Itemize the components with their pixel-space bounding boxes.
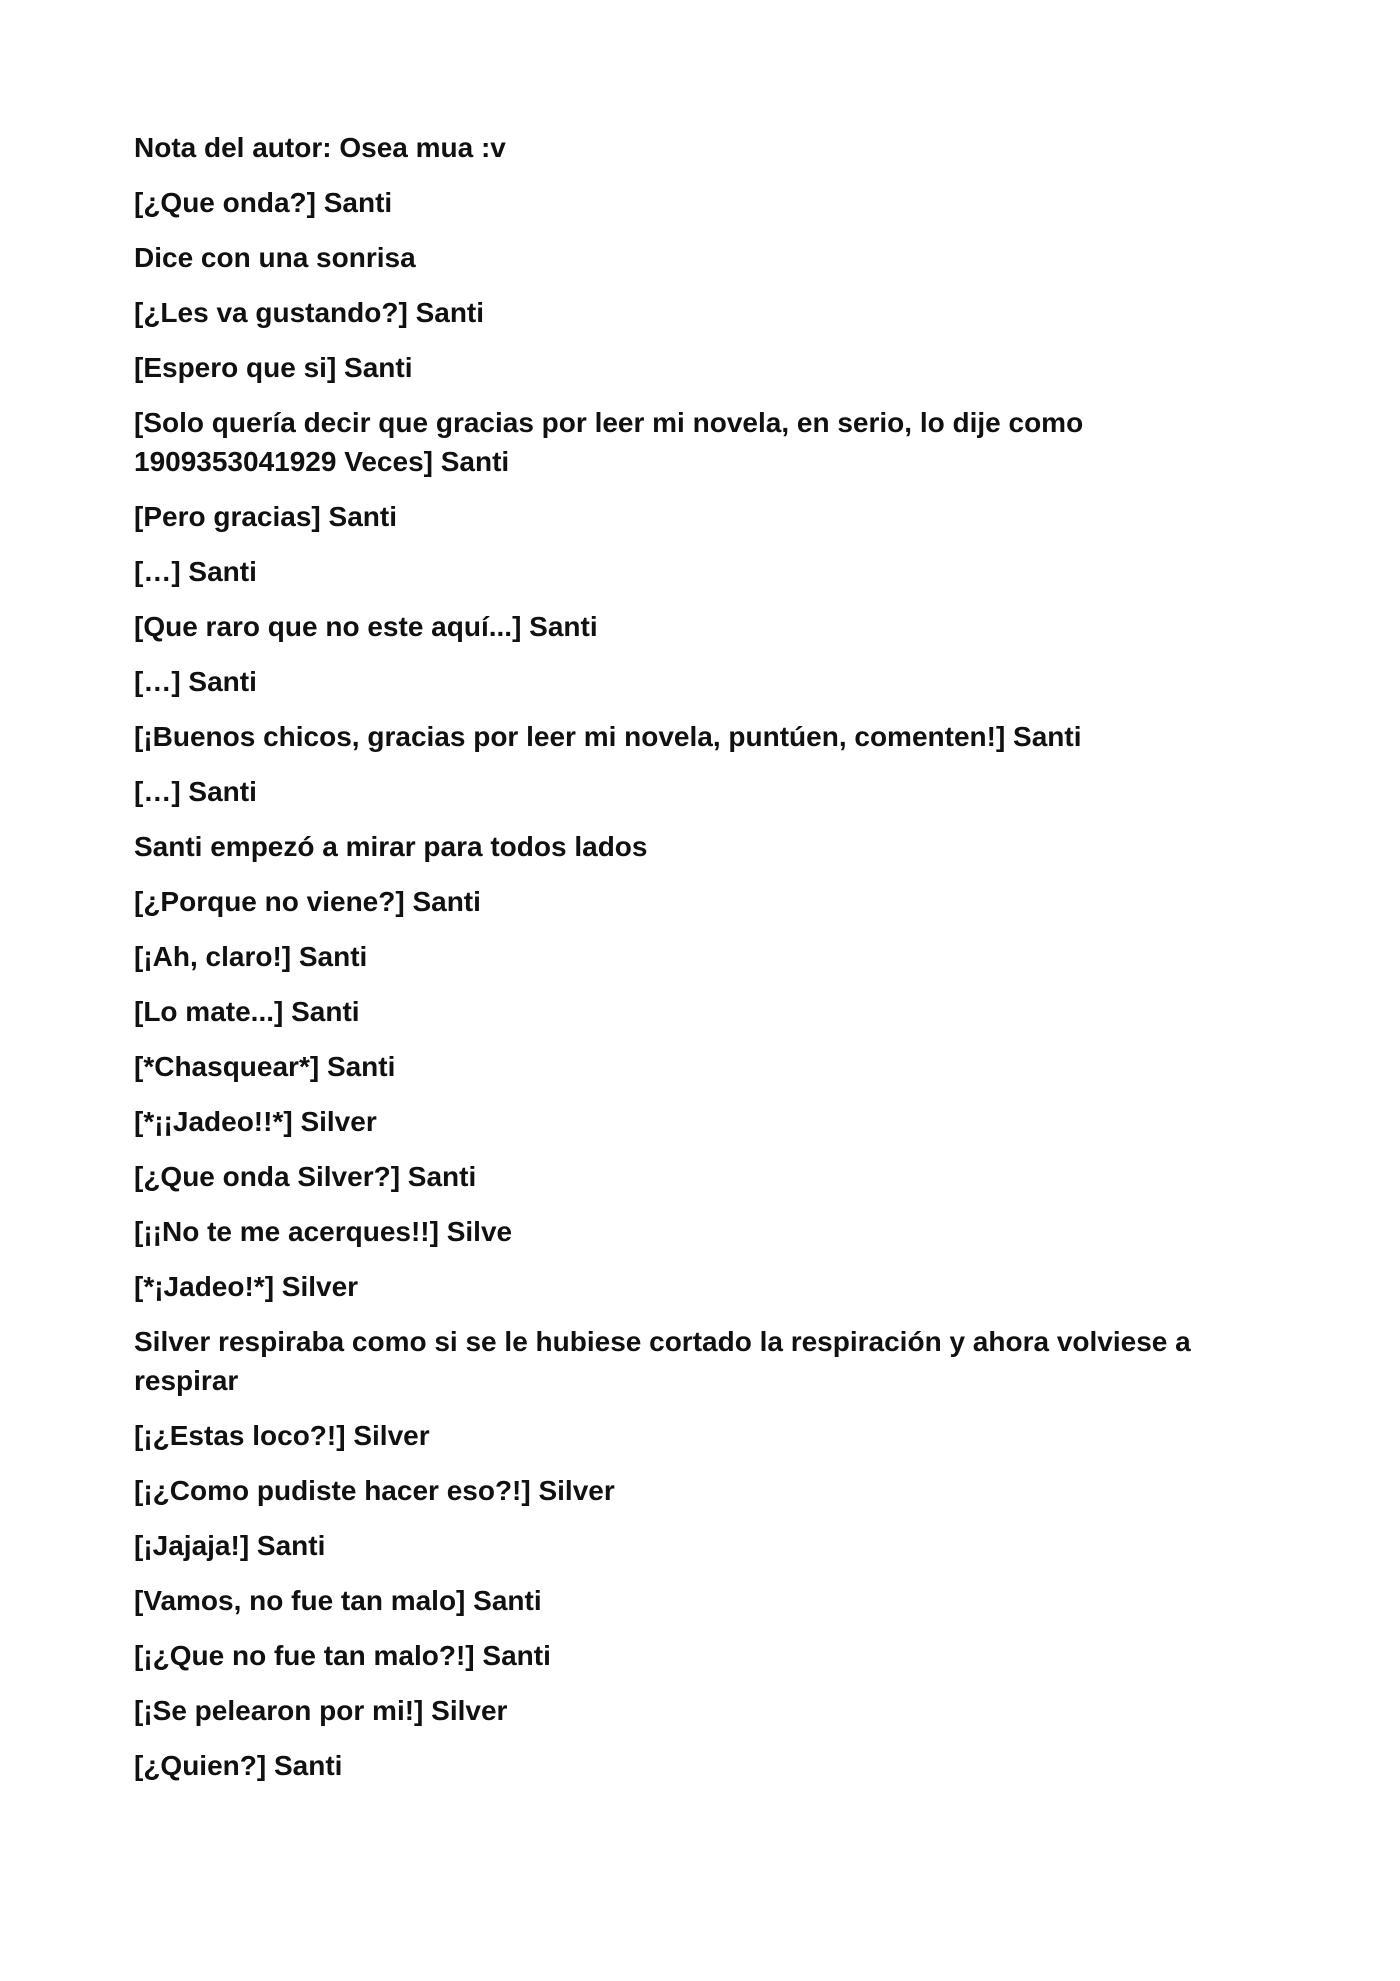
dialogue-line: [¡¿Que no fue tan malo?!] Santi — [134, 1640, 551, 1671]
dialogue-line: [¿Porque no viene?] Santi — [134, 886, 481, 917]
dialogue-line: [¿Quien?] Santi — [134, 1750, 343, 1781]
dialogue-line: [¡Buenos chicos, gracias por leer mi novela, puntúen, comenten!] Santi — [134, 721, 1082, 752]
dialogue-line: [Que raro que no este aquí...] Santi — [134, 611, 598, 642]
dialogue-line: [*¡Jadeo!*] Silver — [134, 1271, 359, 1302]
dialogue-line: [Solo quería decir que gracias por leer mi novela, en serio, lo dije como 1909353041929 Veces] Santi — [134, 407, 1084, 477]
dialogue-line: [¿Que onda Silver?] Santi — [134, 1161, 477, 1192]
dialogue-line: [Pero gracias] Santi — [134, 501, 397, 532]
dialogue-line: [Espero que si] Santi — [134, 352, 413, 383]
dialogue-line: [¡¡No te me acerques!!] Silve — [134, 1216, 513, 1247]
dialogue-line: […] Santi — [134, 666, 257, 697]
dialogue-line: […] Santi — [134, 556, 257, 587]
dialogue-line: [¡¿Estas loco?!] Silver — [134, 1420, 430, 1451]
dialogue-line: [Lo mate...] Santi — [134, 996, 360, 1027]
dialogue-line: [¿Les va gustando?] Santi — [134, 297, 485, 328]
dialogue-line: [¡Ah, claro!] Santi — [134, 941, 368, 972]
dialogue-line: [*¡¡Jadeo!!*] Silver — [134, 1106, 377, 1137]
narration-line: Silver respiraba como si se le hubiese cortado la respiración y ahora volviese a respirar — [134, 1326, 1191, 1396]
narration-line: Santi empezó a mirar para todos lados — [134, 831, 648, 862]
dialogue-line: [Vamos, no fue tan malo] Santi — [134, 1585, 542, 1616]
dialogue-line: [¿Que onda?] Santi — [134, 187, 393, 218]
narration-line: Dice con una sonrisa — [134, 242, 416, 273]
document-body — [134, 128, 1244, 1801]
dialogue-line: [¡Jajaja!] Santi — [134, 1530, 326, 1561]
dialogue-line: [¡¿Como pudiste hacer eso?!] Silver — [134, 1475, 615, 1506]
dialogue-line: […] Santi — [134, 776, 257, 807]
dialogue-line: [¡Se pelearon por mi!] Silver — [134, 1695, 508, 1726]
author-note: Nota del autor: Osea mua :v — [134, 132, 506, 163]
dialogue-line: [*Chasquear*] Santi — [134, 1051, 396, 1082]
